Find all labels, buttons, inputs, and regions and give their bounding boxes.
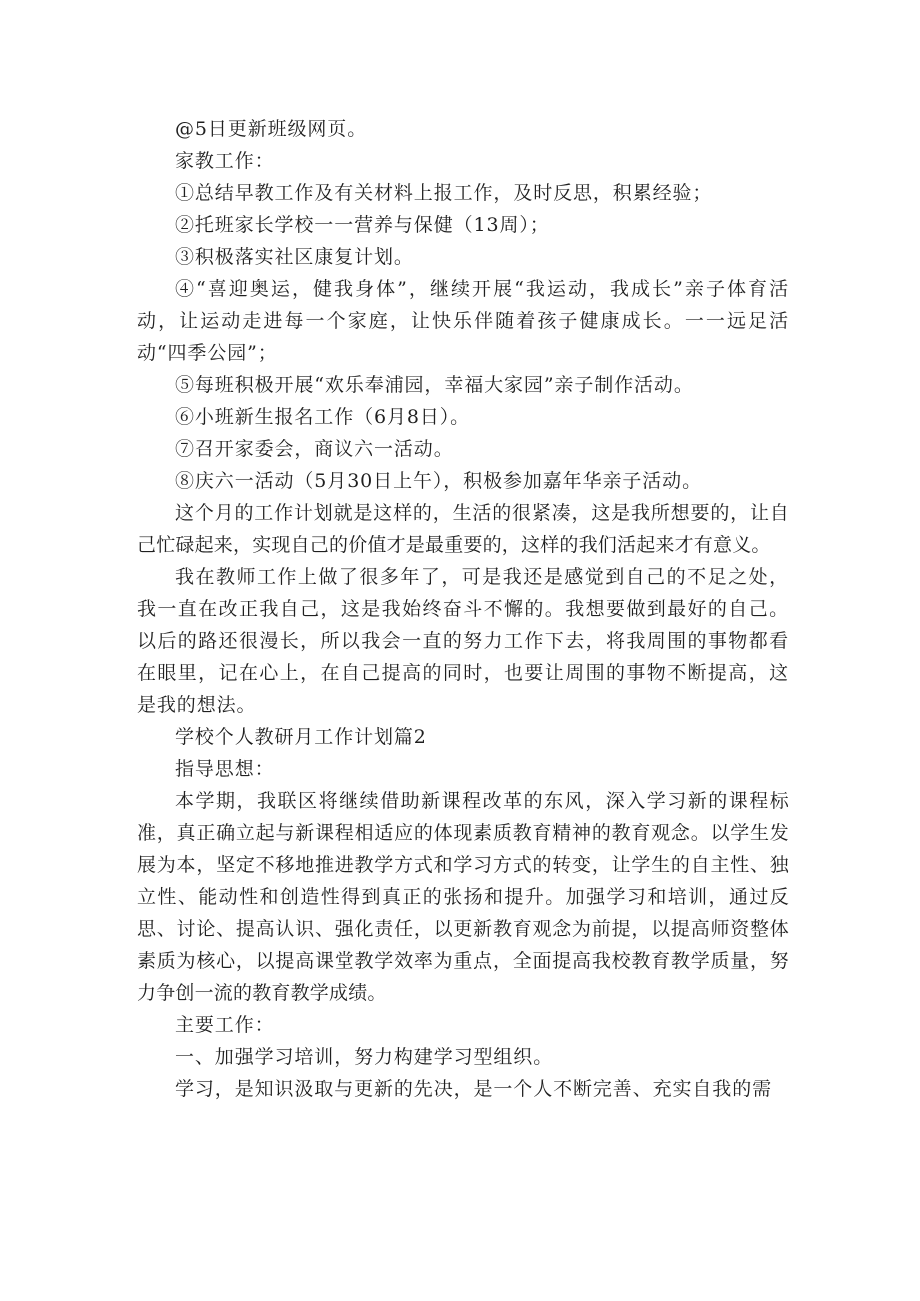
- paragraph-learning: 学习，是知识汲取与更新的先决，是一个人不断完善、充实自我的需: [175, 1078, 773, 1100]
- section-title-plan-2: 学校个人教研月工作计划篇2: [175, 726, 427, 748]
- list-item-2: ②托班家长学校一一营养与保健（13周）；: [175, 214, 550, 236]
- list-item-1: ①总结早教工作及有关材料上报工作，及时反思，积累经验；: [175, 182, 713, 204]
- document-page: [137, 113, 789, 1105]
- list-item-5: ⑤每班积极开展“欢乐奉浦园，幸福大家园”亲子制作活动。: [175, 374, 694, 396]
- heading-home-education: 家教工作：: [175, 150, 275, 172]
- list-item-6: ⑥小班新生报名工作（6月8日）。: [175, 406, 471, 428]
- list-item-3: ③积极落实社区康复计划。: [175, 246, 414, 268]
- paragraph-guiding-thought: 本学期，我联区将继续借助新课程改革的东风，深入学习新的课程标准，真正确立起与新课程相适应的体现素质教育精神的教育观念。以学生发展为本，坚定不移地推进教学方式和学习方式的转变，让学生的自主性、独立性、能动性和创造性得到真正的张扬和提升。加强学习和培训，通过反思、讨论、提高认识、强化责任，以更新教育观念为前提，以提高师资整体素质为核心，以提高课堂教学效率为重点，全面提高我校教育教学质量，努力争创一流的教育教学成绩。: [137, 790, 789, 1004]
- list-item-4: ④“喜迎奥运，健我身体”，继续开展“我运动，我成长”亲子体育活动，让运动走进每一个家庭，让快乐伴随着孩子健康成长。一一远足活动“四季公园”；: [137, 278, 789, 364]
- heading-guiding-thought: 指导思想：: [175, 758, 275, 780]
- subheading-learning-training: 一、加强学习培训，努力构建学习型组织。: [175, 1046, 554, 1068]
- list-item-7: ⑦召开家委会，商议六一活动。: [175, 438, 454, 460]
- list-item-8: ⑧庆六一活动（5月30日上午），积极参加嘉年华亲子活动。: [175, 470, 702, 492]
- heading-main-work: 主要工作：: [175, 1014, 275, 1036]
- paragraph-update-webpage: @5日更新班级网页。: [175, 118, 368, 140]
- paragraph-month-summary: 这个月的工作计划就是这样的，生活的很紧凑，这是我所想要的，让自己忙碌起来，实现自己的价值才是最重要的，这样的我们活起来才有意义。: [137, 502, 789, 556]
- paragraph-reflection: 我在教师工作上做了很多年了，可是我还是感觉到自己的不足之处，我一直在改正我自己，这是我始终奋斗不懈的。我想要做到最好的自己。以后的路还很漫长，所以我会一直的努力工作下去，将我周围的事物都看在眼里，记在心上，在自己提高的同时，也要让周围的事物不断提高，这是我的想法。: [137, 566, 789, 716]
